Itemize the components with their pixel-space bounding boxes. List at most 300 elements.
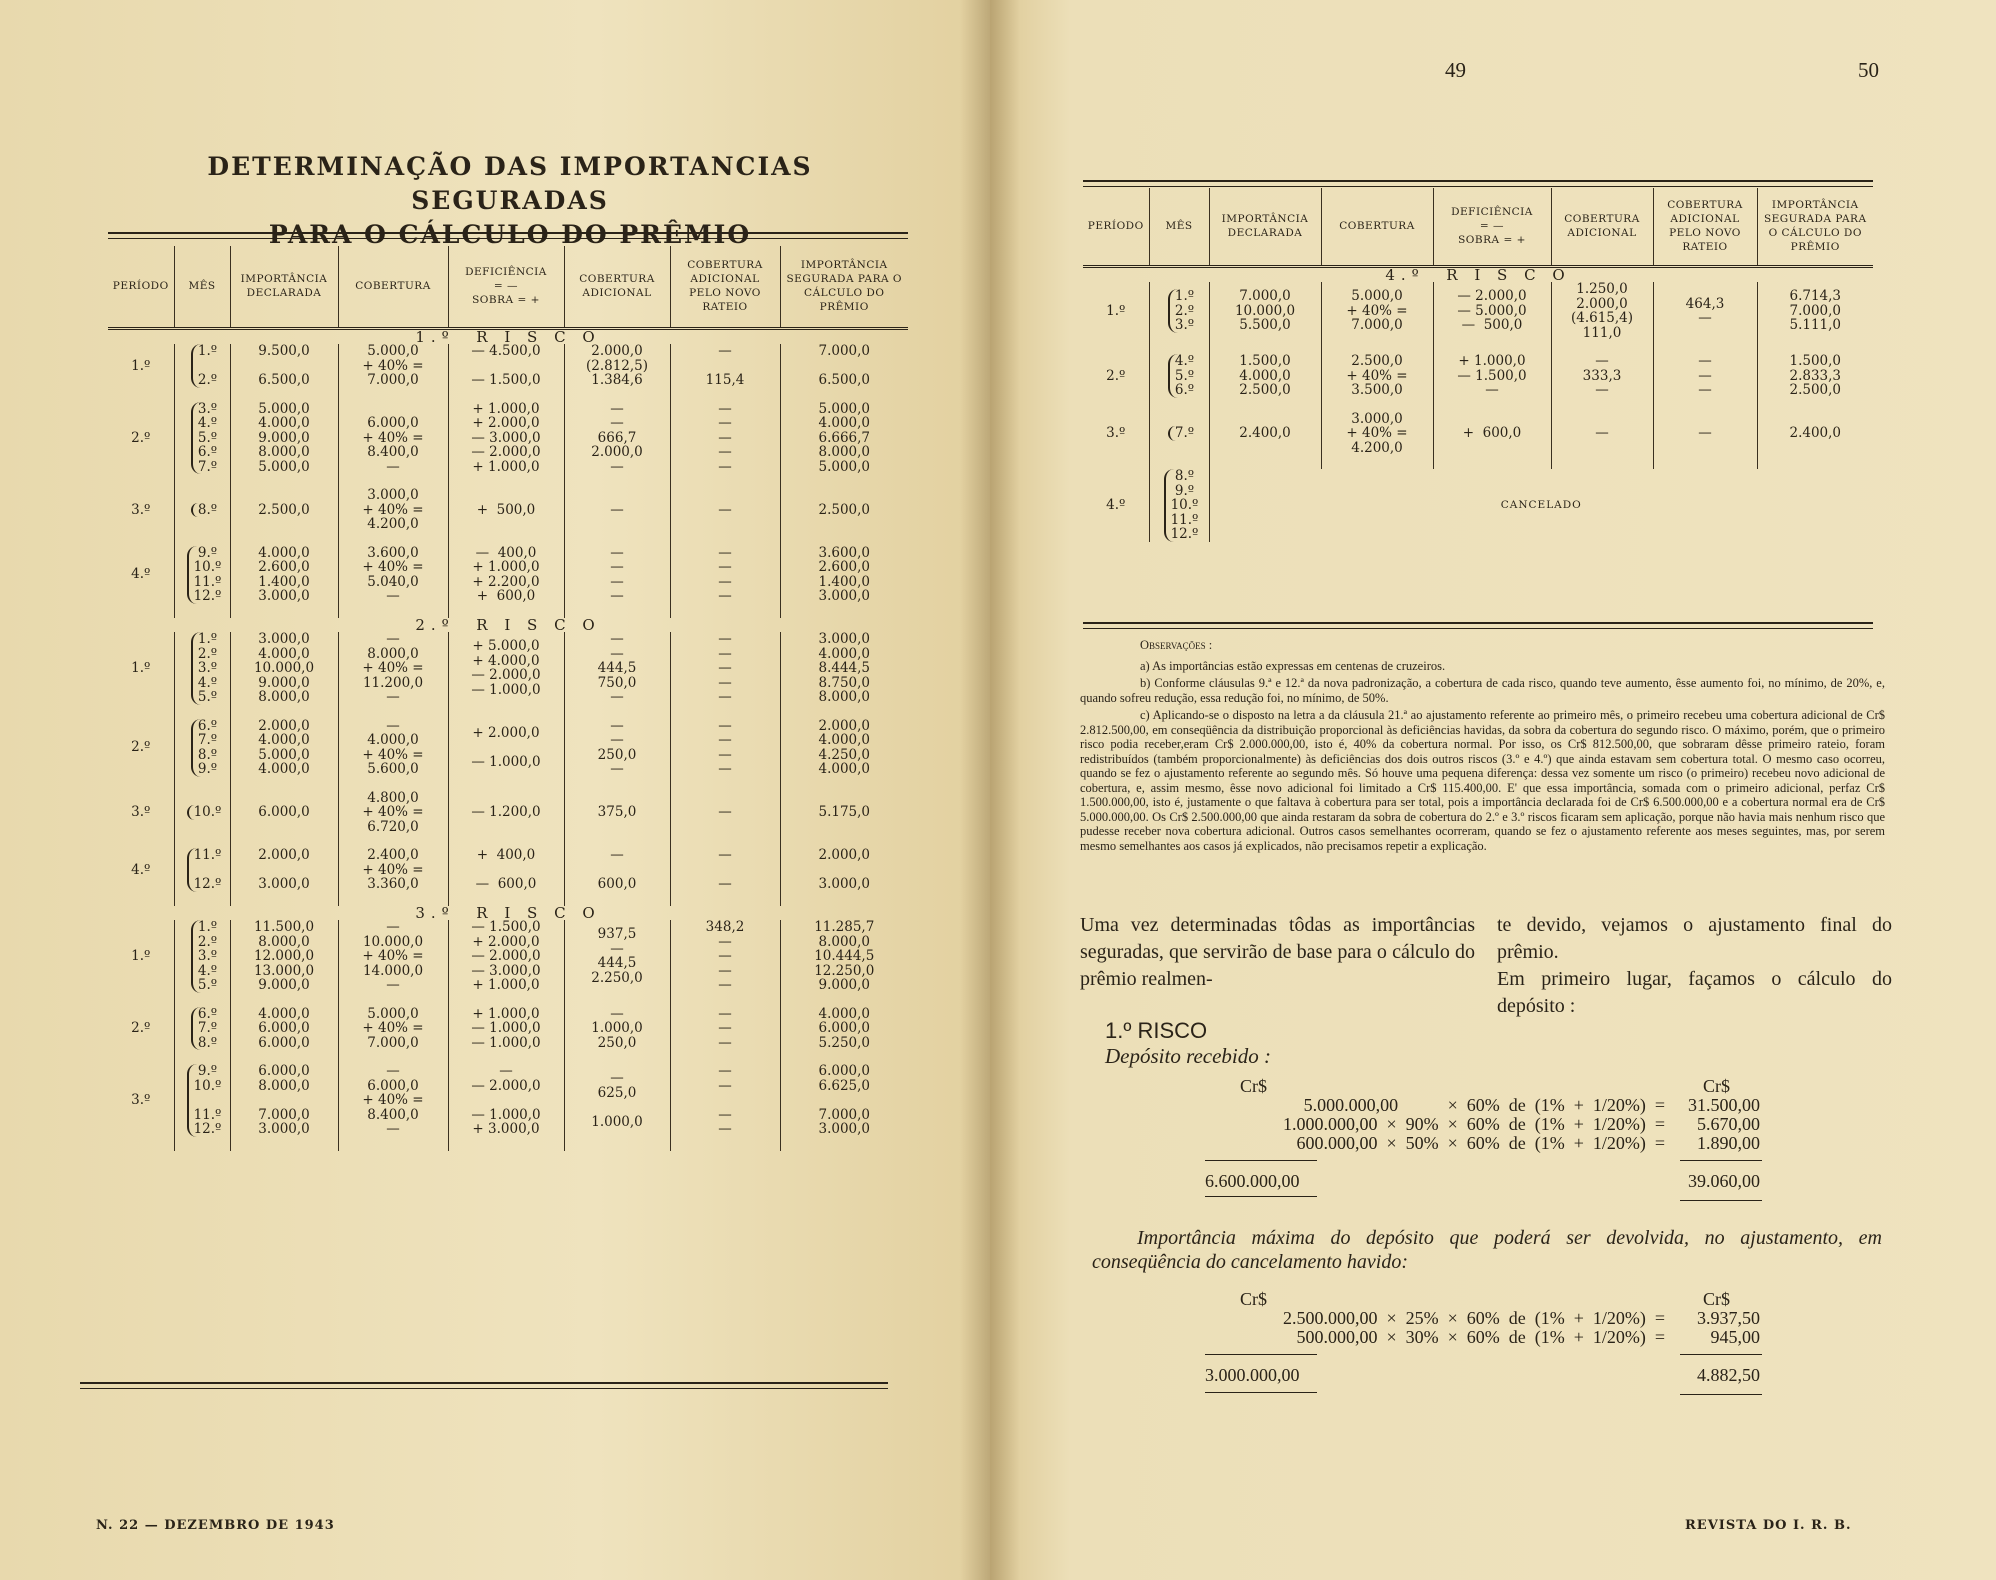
header-deficiencia [1433, 188, 1551, 266]
gap-cell [670, 1050, 780, 1064]
gap-cell [448, 777, 564, 791]
month-brace: 7.º [1168, 426, 1194, 441]
left-footer: N. 22 — DEZEMBRO DE 1943 [96, 1518, 335, 1533]
gap-cell [1083, 455, 1149, 469]
title-line-1: DETERMINAÇÃO DAS IMPORTANCIAS SEGURADAS [207, 152, 813, 215]
header-rateio: COBERTURA ADICIONAL PELO NOVO RATEIO [1653, 188, 1757, 266]
rateio-cell: — — — — [670, 719, 780, 777]
deficiencia-cell: + 5.000,0 + 4.000,0 — 2.000,0 — 1.000,0 [448, 632, 564, 705]
adicional-cell: — 333,3 — [1551, 354, 1653, 398]
table-row [108, 920, 908, 993]
deposito-label: Depósito recebido : [1105, 1044, 1272, 1068]
table-row [108, 488, 908, 532]
deficiencia-cell: + 400,0 — 600,0 [448, 848, 564, 892]
cobertura-cell: — 6.000,0 + 40% = 8.400,0 — [338, 1064, 448, 1137]
cobertura-cell: 3.000,0 + 40% = 4.200,0 [1321, 412, 1433, 456]
observations [1080, 638, 1885, 856]
section-heading: 2.º R I S C O [415, 615, 601, 634]
table-row-cancelled [1083, 469, 1873, 542]
calc1-line-3: 600.000,00 × 50% × 60% de (1% + 1/20%) = [1296, 1133, 1665, 1153]
header-cobertura: COBERTURA [338, 246, 448, 328]
adicional-cell: 2.000,0 (2.812,5) 1.384,6 [564, 344, 670, 388]
rateio-cell: — — — — — [670, 632, 780, 705]
month-brace: 1.º 2.º 3.º [1168, 289, 1194, 333]
header-deficiencia-b: = — [1479, 220, 1505, 233]
gap-cell [564, 705, 670, 719]
header-declarada: IMPORTÂNCIA DECLARADA [230, 246, 338, 328]
rateio-cell: — — [670, 848, 780, 892]
right-table-body [1083, 266, 1873, 542]
gap-cell [564, 777, 670, 791]
obs-heading: Observações : [1140, 638, 1213, 652]
table-row [108, 791, 908, 835]
section-row [108, 328, 908, 344]
rateio-cell: — — — — [670, 1064, 780, 1137]
gap-cell [448, 705, 564, 719]
month-brace: 1.º 2.º [191, 344, 217, 388]
bottom-rule-thin [80, 1388, 888, 1389]
gap-cell [338, 705, 448, 719]
page-number-49: 49 [1445, 58, 1466, 82]
maxima-label: Importância máxima do depósito que poderá ser devolvida, no ajustamento, em conseqüência do cancelamento havido: [1092, 1227, 1882, 1273]
adicional-cell: — 600,0 [564, 848, 670, 892]
section-row [1083, 266, 1873, 282]
gap-cell [230, 777, 338, 791]
header-deficiencia-a: DEFICIÊNCIA [465, 266, 547, 279]
declarada-cell: 2.500,0 [230, 488, 338, 532]
gap-cell [108, 705, 174, 719]
periodo-cell: 2.º [131, 429, 151, 446]
gap-cell [108, 777, 174, 791]
section-row [108, 906, 908, 921]
gap-cell [338, 834, 448, 848]
gap-cell [1757, 455, 1873, 469]
month-brace: 6.º 7.º 8.º 9.º [191, 719, 217, 777]
periodo-cell: 2.º [1106, 367, 1126, 384]
adicional-cell: 1.250,0 2.000,0 (4.615,4) 111,0 [1551, 282, 1653, 340]
mes-cell [174, 791, 230, 835]
top-rule-thin [108, 238, 908, 239]
calc2-line-1: 2.500.000,00 × 25% × 60% de (1% + 1/20%) = [1282, 1308, 1665, 1328]
calc2-total-left: 3.000.000,00 [1205, 1365, 1300, 1385]
table-row [108, 1007, 908, 1051]
gap-cell [670, 705, 780, 719]
gap-cell [670, 993, 780, 1007]
gap-cell [448, 532, 564, 546]
row-gap [108, 705, 908, 719]
calc2-total-underline-left [1205, 1392, 1317, 1393]
gap-cell [780, 532, 908, 546]
cobertura-cell: 5.000,0 + 40% = 7.000,0 [1321, 282, 1433, 340]
month-brace: 9.º 10.º 11.º 12.º [187, 546, 222, 604]
rateio-cell: — [670, 791, 780, 835]
section-heading: 4.º R I S C O [1385, 265, 1571, 284]
calc2-result-1: 3.937,50 [1697, 1308, 1760, 1328]
segurada-cell: 7.000,0 6.500,0 [780, 344, 908, 388]
calc1-total-left: 6.600.000,00 [1205, 1171, 1300, 1191]
declarada-cell: 11.500,0 8.000,0 12.000,0 13.000,0 9.000,0 [230, 920, 338, 993]
periodo-cell: 1.º [131, 948, 151, 964]
rateio-cell: — [1653, 412, 1757, 456]
gap-cell [448, 388, 564, 402]
gap-cell [1083, 398, 1149, 412]
table-row [108, 848, 908, 892]
mes-cell [174, 344, 230, 388]
gap-cell [780, 604, 908, 618]
cobertura-cell: 4.800,0 + 40% = 6.720,0 [338, 791, 448, 835]
gap-cell [174, 834, 230, 848]
segurada-cell: 2.000,0 4.000,0 4.250,0 4.000,0 [780, 719, 908, 777]
gap-cell [1433, 455, 1551, 469]
cobertura-cell: — 4.000,0 + 40% = 5.600,0 [338, 719, 448, 777]
page-number-50: 50 [1858, 58, 1879, 82]
table-row [108, 402, 908, 475]
header-segurada: IMPORTÂNCIA SEGURADA PARA O CÁLCULO DO PRÊMIO [780, 246, 908, 328]
calc1-total-underline-right [1680, 1200, 1762, 1201]
calc1-line-2: 1.000.000,00 × 90% × 60% de (1% + 1/20%) = [1282, 1114, 1665, 1134]
gap-cell [174, 474, 230, 488]
month-brace: 10.º [187, 805, 222, 820]
cobertura-cell: 5.000,0 + 40% = 7.000,0 [338, 1007, 448, 1051]
gap-cell [670, 532, 780, 546]
declarada-cell: 7.000,0 10.000,0 5.500,0 [1209, 282, 1321, 340]
header-deficiencia-b: = — [493, 280, 519, 293]
table-row [1083, 282, 1873, 340]
table-row [108, 344, 908, 388]
gap-cell [670, 892, 780, 906]
gap-cell [1551, 455, 1653, 469]
gap-cell [108, 388, 174, 402]
declarada-cell: 9.500,0 6.500,0 [230, 344, 338, 388]
cobertura-cell: 5.000,0 + 40% = 7.000,0 [338, 344, 448, 388]
gap-cell [1551, 398, 1653, 412]
table-row [108, 1064, 908, 1137]
row-gap [108, 532, 908, 546]
deficiencia-cell: + 1.000,0 — 1.500,0 — [1433, 354, 1551, 398]
gap-cell [108, 474, 174, 488]
row-gap [108, 993, 908, 1007]
periodo-cell: 1.º [131, 660, 151, 676]
gap-cell [174, 1050, 230, 1064]
gap-cell [670, 474, 780, 488]
adicional-cell: — [1551, 412, 1653, 456]
periodo-cell: 2.º [131, 739, 151, 756]
cobertura-cell: — 8.000,0 + 40% = 11.200,0 — [338, 632, 448, 705]
gap-cell [448, 834, 564, 848]
gap-cell [670, 834, 780, 848]
gap-cell [1653, 340, 1757, 354]
rateio-cell: — — — [1653, 354, 1757, 398]
gap-cell [174, 1137, 230, 1151]
segurada-cell: 3.600,0 2.600,0 1.400,0 3.000,0 [780, 546, 908, 604]
gap-cell [108, 1137, 174, 1151]
mes-cell [174, 632, 230, 705]
gap-cell [1653, 455, 1757, 469]
row-gap [108, 474, 908, 488]
declarada-cell: 2.000,0 4.000,0 5.000,0 4.000,0 [230, 719, 338, 777]
segurada-cell: 6.714,3 7.000,0 5.111,0 [1757, 282, 1873, 340]
prose-column-2: te devido, vejamos o ajustamento final do prêmio. Em primeiro lugar, façamos o cálculo do depósito : [1497, 914, 1892, 1017]
table-row [1083, 412, 1873, 456]
mes-cell [174, 848, 230, 892]
currency-right-2: Cr$ [1703, 1289, 1730, 1309]
deficiencia-cell: — — 2.000,0 — 1.000,0 + 3.000,0 [448, 1064, 564, 1137]
book-gutter [960, 0, 1020, 1580]
deficiencia-cell: + 1.000,0 + 2.000,0 — 3.000,0 — 2.000,0 + 1.000,0 [448, 402, 564, 475]
mes-cell [174, 402, 230, 475]
gap-cell [108, 1050, 174, 1064]
deficiencia-cell: + 500,0 [448, 488, 564, 532]
left-table-header [108, 246, 908, 328]
gap-cell [448, 993, 564, 1007]
gap-cell [108, 604, 174, 618]
month-brace: 9.º 10.º 11.º 12.º [187, 1064, 222, 1137]
periodo-cell: 1.º [1106, 302, 1126, 319]
currency-right: Cr$ [1703, 1076, 1730, 1096]
segurada-cell: 5.175,0 [780, 791, 908, 835]
gap-cell [230, 1137, 338, 1151]
gap-cell [230, 993, 338, 1007]
row-gap [1083, 340, 1873, 354]
gap-cell [1321, 455, 1433, 469]
gap-cell [174, 604, 230, 618]
gap-cell [1209, 455, 1321, 469]
gap-cell [1149, 398, 1209, 412]
header-periodo: PERÍODO [1087, 220, 1144, 233]
row-gap [108, 777, 908, 791]
mes-cell [1149, 354, 1209, 398]
row-gap [1083, 455, 1873, 469]
gap-cell [564, 834, 670, 848]
top-rule-thin [1083, 186, 1873, 187]
adicional-cell: — [564, 488, 670, 532]
rateio-cell: — 115,4 [670, 344, 780, 388]
left-table-body [108, 328, 908, 1151]
gap-cell [338, 993, 448, 1007]
gap-cell [230, 834, 338, 848]
table-row [108, 632, 908, 705]
gap-cell [670, 777, 780, 791]
mes-cell [1149, 469, 1209, 542]
gap-cell [108, 892, 174, 906]
calc1-line-1: 5.000.000,00 × 60% de (1% + 1/20%) = [1303, 1095, 1665, 1115]
top-rule [108, 232, 908, 234]
gap-cell [780, 834, 908, 848]
periodo-cell: 4.º [131, 566, 151, 583]
gap-cell [230, 532, 338, 546]
cobertura-cell: 3.600,0 + 40% = 5.040,0 — [338, 546, 448, 604]
gap-cell [780, 1050, 908, 1064]
mes-cell [174, 1007, 230, 1051]
header-mes: MÊS [174, 246, 230, 328]
rateio-cell: — [670, 488, 780, 532]
periodo-cell: 2.º [131, 1020, 151, 1036]
gap-cell [670, 388, 780, 402]
section-heading: 1.º R I S C O [415, 327, 601, 346]
gap-cell [780, 892, 908, 906]
cancelado-label: CANCELADO [1209, 469, 1873, 542]
gap-cell [1757, 398, 1873, 412]
obs-c: c) Aplicando-se o disposto na letra a da cláusula 21.ª ao ajustamento referente ao primeiro mês, o primeiro recebeu uma cobertura adicional de Cr$ 2.812.500,00, em conseqüência da distribuição proporcional às deficiências havidas, da sobra da cobertura do segundo risco. O máximo, porém, que o primeiro risco podia receber,eram Cr$ 2.000.000,00, isto é, 40% da cobertura normal. Por isso, os Cr$ 812.500,00, que sobraram dêsse primeiro rateio, foram redistribuídos (também proporcionalmente) às deficiências dos dois outros riscos (3.º e 4.º) que ainda estavam sem cobertura total. O mesmo caso ocorreu, quando se fez o ajustamento referente ao segundo mês. Só houve uma pequena diferença: dessa vez somente um risco (o primeiro) recebeu novo adicional de cobertura, e, assim mesmo, êsse novo adicional foi limitado a Cr$ 115.400,00. E' que essa importância, somada com o primeiro adicional, perfaz Cr$ 1.500.000,00, isto é, justamente o que faltava à cobertura para ser total, pois a importância declarada foi de Cr$ 6.500.000,00 e a cobertura normal era de Cr$ 5.000.000,00. Os Cr$ 2.500.000,00 que ainda restaram da sobra de cobertura do 2.º e 3.º riscos ficaram sem aplicação, porque não havia mais nenhum risco que pudesse receber nova cobertura adicional. Outros casos semelhantes ocorreram, quando se fez o ajustamento referente aos meses seguintes, mas, por serem mesmo semelhantes aos casos já explicados, não precisamos repetir a explicação. [1080, 708, 1885, 853]
gap-cell [230, 705, 338, 719]
gap-cell [108, 834, 174, 848]
gap-cell [448, 1050, 564, 1064]
calc1-result-1: 31.500,00 [1688, 1095, 1760, 1115]
gap-cell [1433, 398, 1551, 412]
gap-cell [230, 388, 338, 402]
header-deficiencia-a: DEFICIÊNCIA [1451, 206, 1533, 219]
segurada-cell: 2.000,0 3.000,0 [780, 848, 908, 892]
gap-cell [670, 1137, 780, 1151]
obs-b: b) Conforme cláusulas 9.ª e 12.ª da nova padronização, a cobertura de cada risco, quando teve aumento, êsse aumento foi, no mínimo, de 20%, e, quando sofreu redução, essa redução foi, no mínimo, de 50%. [1080, 676, 1885, 705]
adicional-cell: — 625,0 1.000,0 [564, 1064, 670, 1137]
deficiencia-cell: — 400,0 + 1.000,0 + 2.200,0 + 600,0 [448, 546, 564, 604]
left-table [108, 246, 908, 1151]
rateio-cell: — — — [670, 1007, 780, 1051]
periodo-cell: 3.º [1106, 425, 1126, 441]
rateio-cell: 464,3 — [1653, 282, 1757, 340]
gap-cell [108, 532, 174, 546]
gap-cell [564, 1137, 670, 1151]
calc2-underline-right [1680, 1354, 1762, 1355]
calc2-line-2: 500.000,00 × 30% × 60% de (1% + 1/20%) = [1296, 1327, 1665, 1347]
mes-cell [1149, 412, 1209, 456]
row-gap [108, 834, 908, 848]
obs-a: a) As importâncias estão expressas em centenas de cruzeiros. [1140, 658, 1446, 673]
rateio-cell: — — — — [670, 546, 780, 604]
segurada-cell: 1.500,0 2.833,3 2.500,0 [1757, 354, 1873, 398]
gap-cell [564, 532, 670, 546]
gap-cell [564, 474, 670, 488]
table-end-rule [1083, 622, 1873, 624]
gap-cell [338, 777, 448, 791]
left-page [0, 0, 990, 1580]
deficiencia-cell: + 600,0 [1433, 412, 1551, 456]
adicional-cell: — — — — [564, 546, 670, 604]
gap-cell [338, 388, 448, 402]
row-gap [108, 1137, 908, 1151]
gap-cell [1083, 340, 1149, 354]
currency-left: Cr$ [1240, 1076, 1267, 1096]
header-deficiencia [448, 246, 564, 328]
header-deficiencia-c: SOBRA = + [472, 294, 540, 307]
declarada-cell: 5.000,0 4.000,0 9.000,0 8.000,0 5.000,0 [230, 402, 338, 475]
gap-cell [230, 1050, 338, 1064]
month-brace: 1.º 2.º 3.º 4.º 5.º [191, 632, 217, 705]
top-rule [1083, 180, 1873, 182]
mes-cell [174, 546, 230, 604]
month-brace: 3.º 4.º 5.º 6.º 7.º [191, 402, 217, 475]
header-adicional: COBERTURA ADICIONAL [1551, 188, 1653, 266]
declarada-cell: 1.500,0 4.000,0 2.500,0 [1209, 354, 1321, 398]
gap-cell [780, 474, 908, 488]
periodo-cell: 3.º [131, 1092, 151, 1108]
cobertura-cell: 3.000,0 + 40% = 4.200,0 [338, 488, 448, 532]
month-brace: 8.º [191, 503, 217, 518]
segurada-cell: 4.000,0 6.000,0 5.250,0 [780, 1007, 908, 1051]
gap-cell [1321, 398, 1433, 412]
page-title [110, 150, 910, 252]
cobertura-cell: — 10.000,0 + 40% = 14.000,0 — [338, 920, 448, 993]
gap-cell [780, 777, 908, 791]
calc1-underline-right [1680, 1160, 1762, 1161]
month-brace: 4.º 5.º 6.º [1168, 354, 1194, 398]
calc1-underline-left [1205, 1160, 1317, 1161]
mes-cell [174, 719, 230, 777]
declarada-cell: 2.000,0 3.000,0 [230, 848, 338, 892]
calc2-total-underline-right [1680, 1394, 1762, 1395]
rateio-cell: — — — — — [670, 402, 780, 475]
rateio-cell: 348,2 — — — — [670, 920, 780, 993]
gap-cell [670, 604, 780, 618]
gap-cell [564, 1050, 670, 1064]
right-footer: REVISTA DO I. R. B. [1685, 1518, 1852, 1533]
periodo-cell: 4.º [1106, 497, 1126, 513]
gap-cell [1149, 340, 1209, 354]
deficiencia-cell: — 1.500,0 + 2.000,0 — 2.000,0 — 3.000,0 + 1.000,0 [448, 920, 564, 993]
periodo-cell: 3.º [131, 501, 151, 518]
header-deficiencia-c: SOBRA = + [1458, 234, 1526, 247]
table-end-rule-thin [1083, 628, 1873, 629]
calc2-underline-left [1205, 1354, 1317, 1355]
deficiencia-cell: + 2.000,0 — 1.000,0 [448, 719, 564, 777]
section-heading: 3.º R I S C O [415, 903, 601, 922]
declarada-cell: 6.000,0 8.000,0 7.000,0 3.000,0 [230, 1064, 338, 1137]
gap-cell [564, 388, 670, 402]
declarada-cell: 4.000,0 6.000,0 6.000,0 [230, 1007, 338, 1051]
gap-cell [108, 993, 174, 1007]
segurada-cell: 2.500,0 [780, 488, 908, 532]
segurada-cell: 5.000,0 4.000,0 6.666,7 8.000,0 5.000,0 [780, 402, 908, 475]
gap-cell [174, 388, 230, 402]
mes-cell [1149, 282, 1209, 340]
right-table [1083, 188, 1873, 542]
mes-cell [174, 488, 230, 532]
declarada-cell: 3.000,0 4.000,0 10.000,0 9.000,0 8.000,0 [230, 632, 338, 705]
gap-cell [1653, 398, 1757, 412]
deficiencia-cell: + 1.000,0 — 1.000,0 — 1.000,0 [448, 1007, 564, 1051]
bottom-rule [80, 1382, 888, 1384]
header-periodo: PERÍODO [112, 280, 169, 293]
gap-cell [1209, 398, 1321, 412]
periodo-cell: 1.º [131, 357, 151, 374]
mes-cell [174, 1064, 230, 1137]
gap-cell [230, 474, 338, 488]
gap-cell [338, 532, 448, 546]
month-brace: 8.º 9.º 10.º 11.º 12.º [1164, 469, 1199, 542]
declarada-cell: 6.000,0 [230, 791, 338, 835]
segurada-cell: 6.000,0 6.625,0 7.000,0 3.000,0 [780, 1064, 908, 1137]
header-cobertura: COBERTURA [1321, 188, 1433, 266]
segurada-cell: 2.400,0 [1757, 412, 1873, 456]
mes-cell [174, 920, 230, 993]
gap-cell [338, 474, 448, 488]
gap-cell [1757, 340, 1873, 354]
gap-cell [1209, 340, 1321, 354]
cobertura-cell: 2.400,0 + 40% = 3.360,0 [338, 848, 448, 892]
section-row [108, 618, 908, 633]
header-mes: MÊS [1149, 188, 1209, 266]
calc1-result-3: 1.890,00 [1697, 1133, 1760, 1153]
segurada-cell: 3.000,0 4.000,0 8.444,5 8.750,0 8.000,0 [780, 632, 908, 705]
periodo-cell: 3.º [131, 804, 151, 820]
table-row [108, 719, 908, 777]
adicional-cell: — — 666,7 2.000,0 — [564, 402, 670, 475]
table-row [1083, 354, 1873, 398]
adicional-cell: — 1.000,0 250,0 [564, 1007, 670, 1051]
calc2-result-2: 945,00 [1710, 1327, 1760, 1347]
header-declarada: IMPORTÂNCIA DECLARADA [1209, 188, 1321, 266]
